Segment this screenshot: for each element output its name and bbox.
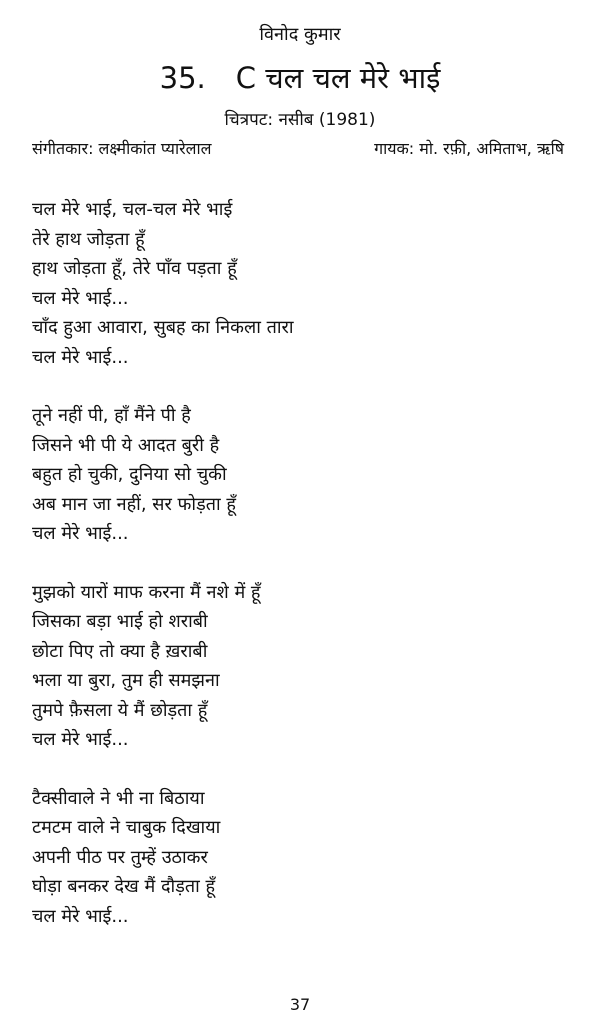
- lyric-line: जिसका बड़ा भाई हो शराबी: [32, 611, 208, 632]
- lyric-line: चाँद हुआ आवारा, सुबह का निकला तारा: [32, 317, 294, 338]
- lyric-line: टैक्सीवाले ने भी ना बिठाया: [32, 787, 205, 809]
- lyrics-body: [32, 195, 580, 960]
- lyric-line: तुमपे फ़ैसला ये मैं छोड़ता हूँ: [32, 699, 208, 721]
- lyric-line: अपनी पीठ पर तुम्हें उठाकर: [32, 846, 208, 868]
- lyric-line: अब मान जा नहीं, सर फोड़ता हूँ: [32, 493, 236, 515]
- lyric-line: जिसने भी पी ये आदत बुरी है: [32, 434, 220, 456]
- lyric-line: चल मेरे भाई, चल-चल मेरे भाई: [32, 199, 233, 220]
- lyric-line: चल मेरे भाई...: [32, 287, 129, 309]
- film-info: चित्रपट: नसीब (1981): [224, 110, 376, 130]
- lyric-line: बहुत हो चुकी, दुनिया सो चुकी: [32, 464, 227, 485]
- lyric-line: टमटम वाले ने चाबुक दिखाया: [32, 817, 221, 838]
- composer-credit: संगीतकार: लक्ष्मीकांत प्यारेलाल: [32, 139, 212, 158]
- page-number: 37: [289, 995, 311, 1014]
- lyric-line: छोटा पिए तो क्या है ख़राबी: [32, 640, 208, 662]
- lyric-line: हाथ जोड़ता हूँ, तेरे पाँव पड़ता हूँ: [32, 258, 237, 279]
- lyric-line: तूने नहीं पी, हाँ मैंने पी है: [32, 405, 191, 426]
- song-title-text: C चल चल मेरे भाई: [235, 61, 441, 95]
- stanza: [32, 401, 580, 549]
- song-title: [0, 58, 600, 98]
- lyric-line: चल मेरे भाई...: [32, 346, 129, 368]
- lyric-line: भला या बुरा, तुम ही समझना: [32, 670, 220, 691]
- lyric-line: घोड़ा बनकर देख मैं दौड़ता हूँ: [32, 876, 216, 897]
- stanza: [32, 784, 580, 932]
- author-name: विनोद कुमार: [259, 24, 341, 45]
- lyric-line: चल मेरे भाई...: [32, 729, 129, 750]
- lyric-line: मुझको यारों माफ करना मैं नशे में हूँ: [32, 581, 261, 603]
- lyric-line: तेरे हाथ जोड़ता हूँ: [32, 228, 145, 250]
- song-number: 35.: [159, 61, 206, 95]
- singers-credit: गायक: मो. रफ़ी, अमिताभ, ऋषि: [374, 139, 564, 158]
- stanza: [32, 195, 580, 372]
- lyric-line: चल मेरे भाई...: [32, 523, 129, 544]
- credits-row: [32, 137, 564, 161]
- stanza: [32, 578, 580, 755]
- lyric-line: चल मेरे भाई...: [32, 905, 129, 927]
